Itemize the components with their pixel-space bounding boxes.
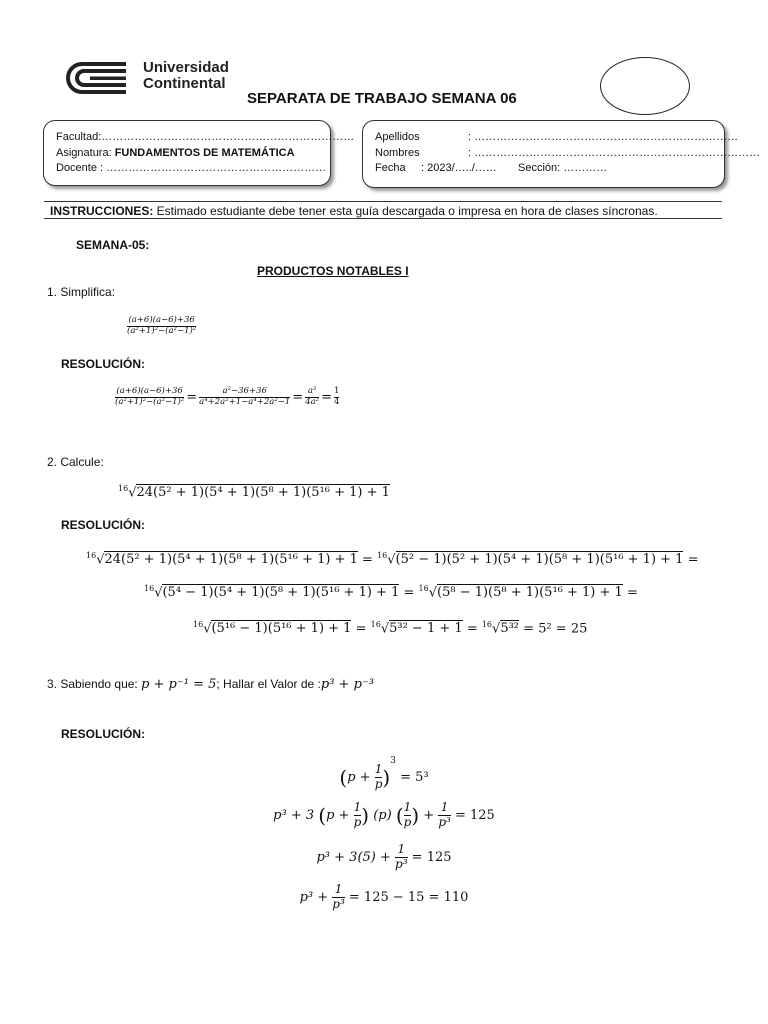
radical-sign: √ <box>128 485 137 501</box>
grade-oval <box>600 57 690 115</box>
p1-resolution-label: RESOLUCIÓN: <box>61 357 145 371</box>
frac-num: 1 <box>353 800 362 814</box>
p3-step-2: p³ + 3 (p + $\frac{1}{p}$ ) (p) ( $\frac{1}{p}$ ) + $\frac{1}{\text{p³}}$ = 125 <box>273 800 495 829</box>
brand-line-1: Universidad <box>143 59 229 76</box>
radicand: (5¹⁶ − 1)(5¹⁶ + 1) + 1 <box>211 621 352 637</box>
radicand: (5² − 1)(5² + 1)(5⁴ + 1)(5⁸ + 1)(5¹⁶ + 1) + 1 <box>395 552 684 568</box>
frac-num: 1 <box>440 800 449 814</box>
problem-3-prompt <box>47 677 374 692</box>
p1-numerator: (a+6)(a−6)+36 <box>128 315 195 326</box>
problem-1-expression <box>127 316 196 337</box>
frac-den: p³ <box>395 856 408 871</box>
seccion-field: Sección: ………… <box>518 162 608 174</box>
p3-step3-lhs: p³ + 3(5) + <box>316 849 391 865</box>
p1-step-numerator: a²−36+36 <box>222 386 267 397</box>
radicand: 24(5² + 1)(5⁴ + 1)(5⁸ + 1)(5¹⁶ + 1) + 1 <box>104 552 358 568</box>
root-index: 16 <box>418 584 429 593</box>
root-index: 16 <box>370 620 381 629</box>
frac-den: p³ <box>438 814 451 829</box>
p3-resolution-label: RESOLUCIÓN: <box>61 727 145 741</box>
instructions-label: INSTRUCCIONES: <box>50 204 154 218</box>
apellidos-value: : ……………………………………………………………… <box>468 131 739 143</box>
frac-num: 1 <box>374 762 383 777</box>
asignatura-label: Asignatura: <box>56 147 115 159</box>
p2-resolution-label: RESOLUCIÓN: <box>61 518 145 532</box>
p3-step-4 <box>0 883 768 912</box>
frac-num: 1 <box>334 882 343 896</box>
p3-step2-rhs: = 125 <box>454 807 495 823</box>
p3-given: p + p⁻¹ = 5 <box>141 677 217 692</box>
p2-expression <box>118 484 390 500</box>
p3-step2-lhs: p³ + 3 <box>273 807 315 823</box>
fecha-label: Fecha <box>375 162 406 174</box>
p3-step4-lhs: p³ + <box>299 889 329 905</box>
p1-result-numerator: 1 <box>333 386 340 397</box>
p2-solution-line-3: $^{16}$√(5¹⁶ − 1)(5¹⁶ + 1) + 1 = $^{16}$√5³² − 1 + 1 = $^{16}$√5³² = 5² = 25 <box>193 620 588 637</box>
p1-step-denominator: a⁴+2a²+1−a⁴+2a²−1 <box>199 397 291 407</box>
problem-1-prompt: 1. Simplifica: <box>47 285 116 299</box>
p3-step-3 <box>0 843 768 872</box>
nombres-value: : …………………………………………………………………… <box>468 147 761 159</box>
facultad-field: Facultad:…………………………………………………………… <box>56 131 355 143</box>
frac-num: 1 <box>397 842 406 856</box>
p2-radicand: 24(5² + 1)(5⁴ + 1)(5⁸ + 1)(5¹⁶ + 1) + 1 <box>136 485 390 501</box>
p3-step3-rhs: = 125 <box>411 849 452 865</box>
p1-result-denominator: 4 <box>333 397 340 407</box>
asignatura-value: FUNDAMENTOS DE MATEMÁTICA <box>114 147 295 159</box>
root-index: 16 <box>144 584 155 593</box>
radicand: (5⁴ − 1)(5⁴ + 1)(5⁸ + 1)(5¹⁶ + 1) + 1 <box>162 585 400 601</box>
university-logo <box>66 58 132 98</box>
root-index: 16 <box>193 620 204 629</box>
p1-sol-numerator: (a+6)(a−6)+36 <box>116 386 183 397</box>
p2-solution-line-1: $^{16}$√24(5² + 1)(5⁴ + 1)(5⁸ + 1)(5¹⁶ + 1) + 1 = $^{16}$√(5² − 1)(5² + 1)(5⁴ + 1)(5⁸ + 1)(5¹⁶ + 1) + 1 = <box>86 551 699 568</box>
p3-step2-mid: (p) <box>373 807 392 823</box>
p3-target: p³ + p⁻³ <box>320 677 374 692</box>
brand-line-2: Continental <box>143 75 226 92</box>
p1-solution: $\frac{(a+6)(a-6)+36}{\text{(a²+1)²−(a²−1)²}}$ = $\frac{\text{a²−36+36}}{\text{a⁴+2a²+1−a⁴+2a²−1}}$ = $\frac{\text{a²}}{\text{4a²}}$ = $\frac{1}{4}$ <box>115 386 340 407</box>
p2-solution-line-2: $^{16}$√(5⁴ − 1)(5⁴ + 1)(5⁸ + 1)(5¹⁶ + 1) + 1 = $^{16}$√(5⁸ − 1)(5⁸ + 1)(5¹⁶ + 1) + 1 = <box>144 584 638 601</box>
frac-den: p <box>403 814 412 829</box>
p2-final-result: = 5² = 25 <box>523 621 588 637</box>
radicand: (5⁸ − 1)(5⁸ + 1)(5¹⁶ + 1) + 1 <box>437 585 623 601</box>
p1-denominator: (a²+1)²−(a²−1)² <box>127 326 197 336</box>
root-index: 16 <box>86 551 97 560</box>
p1-sol-denominator: (a²+1)²−(a²−1)² <box>115 397 185 407</box>
p3-step1-rhs: = 5³ <box>400 770 429 785</box>
apellidos-label: Apellidos <box>375 131 420 143</box>
frac-num: 1 <box>403 800 412 814</box>
docente-field: Docente : …………………………………………………… <box>56 162 327 174</box>
instructions-bar <box>44 201 722 219</box>
p-plus: p + <box>347 770 371 785</box>
instructions-text: Estimado estudiante debe tener esta guía descargada o impresa en hora de clases síncronas. <box>153 204 658 218</box>
asignatura-field <box>56 147 295 159</box>
document-title: SEPARATA DE TRABAJO SEMANA 06 <box>247 90 517 107</box>
frac-den: p³ <box>332 896 345 911</box>
frac-den: p <box>374 777 383 791</box>
week-label: SEMANA-05: <box>76 238 150 252</box>
p1-step2-numerator: a² <box>307 386 317 397</box>
p3-step-1: (p + $\frac{1}{p}$ )$^3$ = 5³ <box>339 756 429 791</box>
student-info-box <box>362 120 761 188</box>
p2-root-index: 16 <box>118 484 129 493</box>
root-index: 16 <box>377 551 388 560</box>
p3-prompt-text: 3. Sabiendo que: <box>47 677 142 691</box>
topic-heading: PRODUCTOS NOTABLES I <box>257 264 409 278</box>
root-index: 16 <box>481 620 493 629</box>
p-plus: p + <box>326 807 350 823</box>
fecha-value: : 2023/…../…… <box>421 162 497 174</box>
problem-2-prompt: 2. Calcule: <box>47 455 104 469</box>
p3-step4-rhs: = 125 − 15 = 110 <box>348 889 469 905</box>
frac-den: p <box>353 814 362 829</box>
brand-name <box>143 60 229 92</box>
radicand: 5³² − 1 + 1 <box>389 621 463 637</box>
p1-step2-denominator: 4a² <box>305 397 320 407</box>
nombres-label: Nombres <box>375 147 420 159</box>
radicand: 5³² <box>500 621 520 637</box>
p3-prompt-mid: ; Hallar el Valor de : <box>216 677 321 691</box>
course-info-box <box>43 120 355 186</box>
